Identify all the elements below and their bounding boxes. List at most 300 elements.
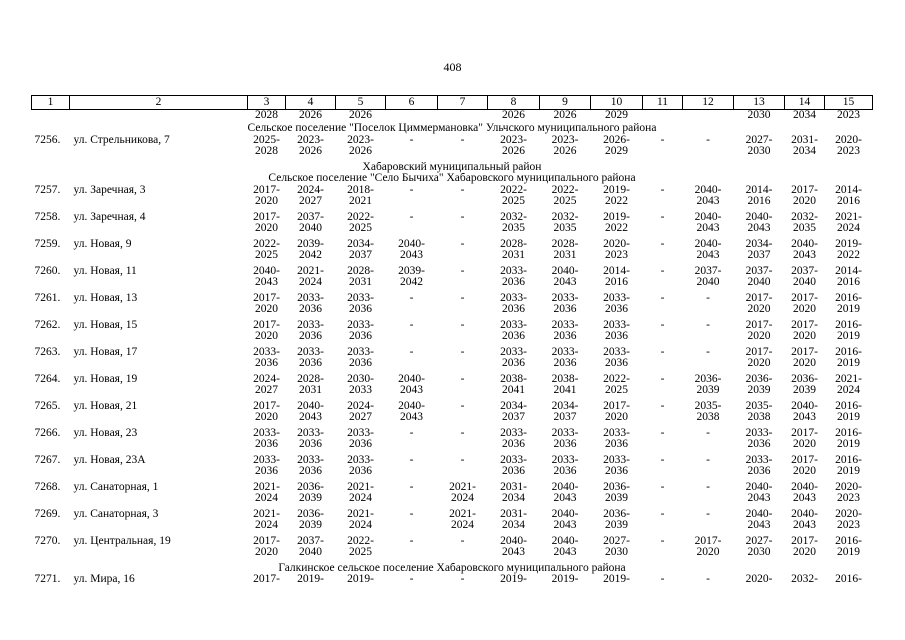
period-end: 2025 (349, 545, 372, 558)
period-cell (386, 574, 438, 601)
period-start: 2021- (347, 508, 374, 520)
column-header: 5 (336, 96, 386, 110)
period-end: 2020 (793, 464, 816, 477)
period-start: - (460, 292, 465, 304)
period-cell (540, 212, 591, 239)
period-start: 2033- (253, 454, 280, 466)
period-start: 2021- (297, 265, 324, 277)
period-end: 2036 (553, 464, 577, 477)
period-cell (643, 509, 683, 536)
row-number: 7271. (34, 574, 61, 585)
period-end: 2036 (349, 464, 372, 477)
period-end (336, 585, 386, 596)
period-cell (386, 212, 438, 239)
period-end (438, 304, 488, 315)
period-start: - (660, 238, 665, 250)
period-end (683, 358, 734, 369)
period-cell (336, 347, 386, 374)
continuation-row (32, 110, 873, 124)
period-start: 2037- (745, 265, 773, 277)
period-cell (825, 482, 873, 509)
period-end: 2039 (696, 383, 720, 396)
period-cell (488, 293, 540, 320)
period-cell (825, 185, 873, 212)
period-end (386, 547, 438, 558)
period-end (683, 520, 734, 531)
period-end: 2036 (502, 275, 525, 288)
period-cell (336, 293, 386, 320)
period-end (386, 466, 438, 477)
period-cell (683, 455, 734, 482)
table-cell (70, 110, 248, 124)
table-cell: 2030 (747, 109, 771, 121)
period-end (386, 358, 438, 369)
period-end (643, 331, 683, 342)
period-start: 2019- (603, 574, 630, 585)
period-end: 2036 (747, 437, 771, 450)
period-end: 2036 (553, 437, 577, 450)
period-start: 2021- (835, 211, 862, 223)
period-cell (643, 266, 683, 293)
period-cell (336, 374, 386, 401)
period-start: 2037- (791, 265, 818, 277)
period-end: 2043 (299, 410, 322, 423)
period-end: 2034 (502, 518, 525, 531)
period-end: 2026 (349, 144, 372, 157)
period-start: 2033- (347, 319, 374, 331)
period-cell (683, 135, 734, 162)
period-start: - (660, 184, 665, 196)
period-start: - (409, 184, 414, 196)
period-start: 2033- (500, 427, 527, 439)
period-cell (591, 212, 643, 239)
row-number: 7268. (34, 481, 61, 493)
period-end: 2023 (837, 491, 860, 504)
period-start: 2039- (398, 265, 425, 277)
period-start: 2033- (297, 292, 324, 304)
period-end (643, 585, 683, 596)
period-start: 2021- (835, 373, 862, 385)
period-cell (248, 239, 286, 266)
period-end (734, 585, 785, 596)
period-cell (825, 135, 873, 162)
period-end (785, 585, 825, 596)
period-start: 2033- (551, 292, 579, 304)
period-end (248, 585, 286, 596)
period-cell (734, 536, 785, 563)
period-end: 2020 (696, 545, 720, 558)
period-start: 2021- (253, 508, 280, 520)
row-number: 7258. (34, 211, 61, 223)
period-start: 2020- (603, 238, 630, 250)
period-cell (286, 482, 336, 509)
period-end: 2036 (605, 329, 628, 342)
period-cell (683, 239, 734, 266)
period-start: - (409, 346, 414, 358)
period-end: 2026 (502, 144, 525, 157)
period-end: 2020 (793, 302, 816, 315)
period-start: 2033- (500, 319, 527, 331)
period-end: 2016 (605, 275, 628, 288)
period-start: 2034- (500, 400, 527, 412)
period-start: - (460, 373, 465, 385)
period-cell (438, 320, 488, 347)
period-start: 2034- (551, 400, 579, 412)
period-cell (643, 455, 683, 482)
period-end: 2024 (349, 518, 372, 531)
period-end: 2043 (400, 410, 423, 423)
period-cell (825, 320, 873, 347)
period-end: 2025 (502, 194, 525, 207)
period-cell (286, 266, 336, 293)
period-start: 2016- (835, 454, 862, 466)
period-end: 2039 (299, 491, 322, 504)
period-start: 2020- (835, 481, 862, 493)
row-address: ул. Новая, 9 (73, 238, 132, 250)
period-cell (248, 574, 286, 601)
period-end: 2030 (605, 545, 628, 558)
period-end: 2036 (349, 329, 372, 342)
period-end: 2020 (793, 437, 816, 450)
period-cell (540, 347, 591, 374)
period-cell (643, 347, 683, 374)
table-cell: 2026 (349, 109, 372, 121)
period-cell (336, 266, 386, 293)
table-cell: 2034 (793, 109, 816, 121)
period-start: 2022- (253, 238, 280, 250)
period-cell (540, 536, 591, 563)
period-start: 2028- (347, 265, 374, 277)
period-cell (386, 135, 438, 162)
period-cell (286, 347, 336, 374)
period-end: 2043 (793, 518, 816, 531)
period-start: 2017- (694, 535, 722, 547)
section-row (32, 162, 873, 174)
period-cell (336, 428, 386, 455)
period-end: 2036 (255, 464, 278, 477)
period-start: 2036- (745, 373, 773, 385)
period-end: 2043 (400, 248, 423, 261)
table-cell (386, 110, 438, 124)
period-start: - (660, 454, 665, 466)
period-start: 2040- (398, 373, 425, 385)
period-cell (248, 135, 286, 162)
section-title: Хабаровский муниципальный район (362, 161, 542, 173)
period-cell (248, 266, 286, 293)
period-start: 2040- (745, 481, 773, 493)
table-cell: 2026 (502, 109, 525, 121)
period-start: 2034- (347, 238, 374, 250)
row-address: ул. Мира, 16 (73, 574, 135, 585)
period-start: - (706, 574, 710, 585)
period-start: 2032- (791, 574, 818, 585)
period-cell (785, 320, 825, 347)
period-cell (591, 401, 643, 428)
period-start: 2032- (791, 211, 818, 223)
period-start: - (460, 319, 465, 331)
period-cell (734, 401, 785, 428)
period-cell (248, 482, 286, 509)
period-cell (540, 374, 591, 401)
column-header: 10 (591, 96, 643, 110)
period-cell (785, 401, 825, 428)
period-cell (248, 401, 286, 428)
period-start: 2014- (603, 265, 630, 277)
period-cell (785, 135, 825, 162)
period-end: 2025 (553, 194, 577, 207)
period-cell (488, 135, 540, 162)
period-end (386, 146, 438, 157)
period-cell (591, 482, 643, 509)
period-end: 2043 (255, 275, 278, 288)
period-start: 2031- (500, 508, 527, 520)
period-start: 2028- (551, 238, 579, 250)
period-end: 2027 (299, 194, 322, 207)
table-cell: 2026 (553, 109, 577, 121)
column-header: 12 (683, 96, 734, 110)
period-cell (488, 239, 540, 266)
period-cell (825, 536, 873, 563)
column-header: 6 (386, 96, 438, 110)
period-start: 2037- (297, 535, 324, 547)
period-cell (386, 320, 438, 347)
period-start: - (706, 319, 710, 331)
period-start: - (660, 481, 665, 493)
period-cell (785, 482, 825, 509)
table-row (32, 212, 873, 239)
period-start: 2038- (500, 373, 527, 385)
period-end: 2038 (696, 410, 720, 423)
period-end: 2020 (255, 545, 278, 558)
period-start: - (460, 400, 465, 412)
period-cell (286, 509, 336, 536)
period-end (488, 585, 540, 596)
period-cell (734, 239, 785, 266)
period-end: 2019 (837, 437, 860, 450)
period-cell (386, 239, 438, 266)
column-header: 9 (540, 96, 591, 110)
period-start: 2017- (791, 427, 818, 439)
period-cell (336, 135, 386, 162)
period-start: 2033- (500, 265, 527, 277)
period-cell (336, 482, 386, 509)
period-start: 2036- (694, 373, 722, 385)
period-cell (785, 293, 825, 320)
row-number: 7265. (34, 400, 61, 412)
period-cell (438, 185, 488, 212)
period-end: 2036 (502, 356, 525, 369)
period-end: 2043 (400, 383, 423, 396)
column-header: 8 (488, 96, 540, 110)
period-start: 2027- (603, 535, 630, 547)
period-end: 2020 (793, 329, 816, 342)
period-end (438, 277, 488, 288)
period-start: - (660, 400, 665, 412)
data-table (31, 95, 873, 601)
period-end: 2039 (605, 518, 628, 531)
period-end: 2042 (400, 275, 423, 288)
period-cell (734, 455, 785, 482)
period-cell (386, 293, 438, 320)
period-start: 2016- (835, 400, 862, 412)
period-end: 2036 (553, 356, 577, 369)
period-end: 2019 (837, 464, 860, 477)
period-start: 2017- (253, 574, 280, 585)
period-start: - (460, 134, 465, 146)
row-address: ул. Стрельникова, 7 (73, 134, 170, 146)
period-cell (386, 509, 438, 536)
period-cell (591, 293, 643, 320)
period-cell (591, 428, 643, 455)
period-start: - (706, 427, 710, 439)
period-start: 2040- (398, 238, 425, 250)
row-number: 7262. (34, 319, 61, 331)
period-cell (540, 293, 591, 320)
period-cell (286, 239, 336, 266)
table-row (32, 347, 873, 374)
period-start: 2019- (347, 574, 374, 585)
period-end (683, 331, 734, 342)
column-header: 13 (734, 96, 785, 110)
period-cell (825, 455, 873, 482)
period-start: 2020- (835, 134, 862, 146)
period-cell (336, 212, 386, 239)
period-cell (488, 536, 540, 563)
section-title: Галкинское сельское поселение Хабаровского муниципального района (278, 562, 626, 574)
period-end (386, 520, 438, 531)
period-cell (591, 509, 643, 536)
period-start: 2033- (347, 346, 374, 358)
period-start: 2019- (603, 184, 630, 196)
period-cell (643, 428, 683, 455)
period-end (643, 385, 683, 396)
period-start: 2040- (745, 211, 773, 223)
period-end: 2040 (299, 545, 322, 558)
period-start: 2022- (347, 211, 374, 223)
period-cell (336, 401, 386, 428)
period-end (386, 585, 438, 596)
period-cell (734, 428, 785, 455)
period-end: 2019 (837, 356, 860, 369)
period-start: 2016- (835, 427, 862, 439)
period-cell (683, 185, 734, 212)
period-start: - (460, 574, 465, 585)
period-cell (540, 135, 591, 162)
table-row (32, 574, 873, 601)
period-end: 2016 (747, 194, 771, 207)
period-end (643, 223, 683, 234)
period-cell (286, 135, 336, 162)
period-end: 2020 (605, 410, 628, 423)
period-end (438, 331, 488, 342)
period-start: - (409, 319, 414, 331)
period-cell (336, 509, 386, 536)
period-cell (591, 185, 643, 212)
period-cell (488, 347, 540, 374)
period-end: 2036 (502, 329, 525, 342)
period-start: 2017- (791, 319, 818, 331)
period-end: 2022 (837, 248, 860, 261)
period-cell (734, 347, 785, 374)
table-cell: 2023 (837, 109, 860, 121)
period-start: 2026- (603, 134, 630, 146)
period-cell (488, 266, 540, 293)
period-end: 2043 (553, 491, 577, 504)
period-start: 2027- (745, 535, 773, 547)
period-start: 2028- (297, 373, 324, 385)
period-cell (825, 428, 873, 455)
row-number: 7269. (34, 508, 61, 520)
period-cell (386, 482, 438, 509)
period-end (643, 493, 683, 504)
period-end: 2036 (349, 356, 372, 369)
period-cell (734, 482, 785, 509)
period-end (540, 585, 591, 596)
period-cell (785, 266, 825, 293)
period-start: 2031- (500, 481, 527, 493)
period-cell (438, 374, 488, 401)
period-end: 2036 (605, 302, 628, 315)
period-cell (785, 347, 825, 374)
period-cell (825, 266, 873, 293)
period-cell (683, 266, 734, 293)
period-end: 2036 (255, 437, 278, 450)
period-start: 2033- (347, 454, 374, 466)
period-start: 2033- (500, 292, 527, 304)
period-start: 2035- (745, 400, 773, 412)
period-start: 2016- (835, 574, 862, 585)
period-start: 2040- (253, 265, 280, 277)
header-row (32, 96, 873, 110)
period-end: 2031 (553, 248, 577, 261)
period-cell (734, 320, 785, 347)
period-end: 2038 (747, 410, 771, 423)
row-address: ул. Новая, 11 (73, 265, 137, 277)
period-cell (683, 574, 734, 601)
period-cell (438, 536, 488, 563)
period-start: - (409, 427, 414, 439)
period-cell (591, 239, 643, 266)
period-cell (286, 212, 336, 239)
table-cell (683, 110, 734, 124)
period-cell (591, 374, 643, 401)
period-start: 2030- (347, 373, 374, 385)
period-end (386, 196, 438, 207)
period-end: 2037 (553, 410, 577, 423)
period-start: 2040- (500, 535, 527, 547)
period-end: 2036 (605, 464, 628, 477)
row-number: 7264. (34, 373, 61, 385)
period-cell (540, 266, 591, 293)
period-start: 2024- (253, 373, 280, 385)
period-start: 2040- (791, 238, 818, 250)
period-start: 2037- (694, 265, 722, 277)
period-start: - (706, 508, 710, 520)
period-cell (643, 135, 683, 162)
period-start: 2040- (791, 481, 818, 493)
period-end: 2039 (299, 518, 322, 531)
row-address: ул. Центральная, 19 (73, 535, 171, 547)
period-start: - (660, 535, 665, 547)
period-end: 2030 (747, 545, 771, 558)
period-start: 2023- (347, 134, 374, 146)
period-cell (248, 374, 286, 401)
period-start: 2036- (603, 481, 630, 493)
period-start: - (660, 319, 665, 331)
period-start: - (706, 134, 710, 146)
period-end: 2043 (553, 545, 577, 558)
period-cell (591, 266, 643, 293)
